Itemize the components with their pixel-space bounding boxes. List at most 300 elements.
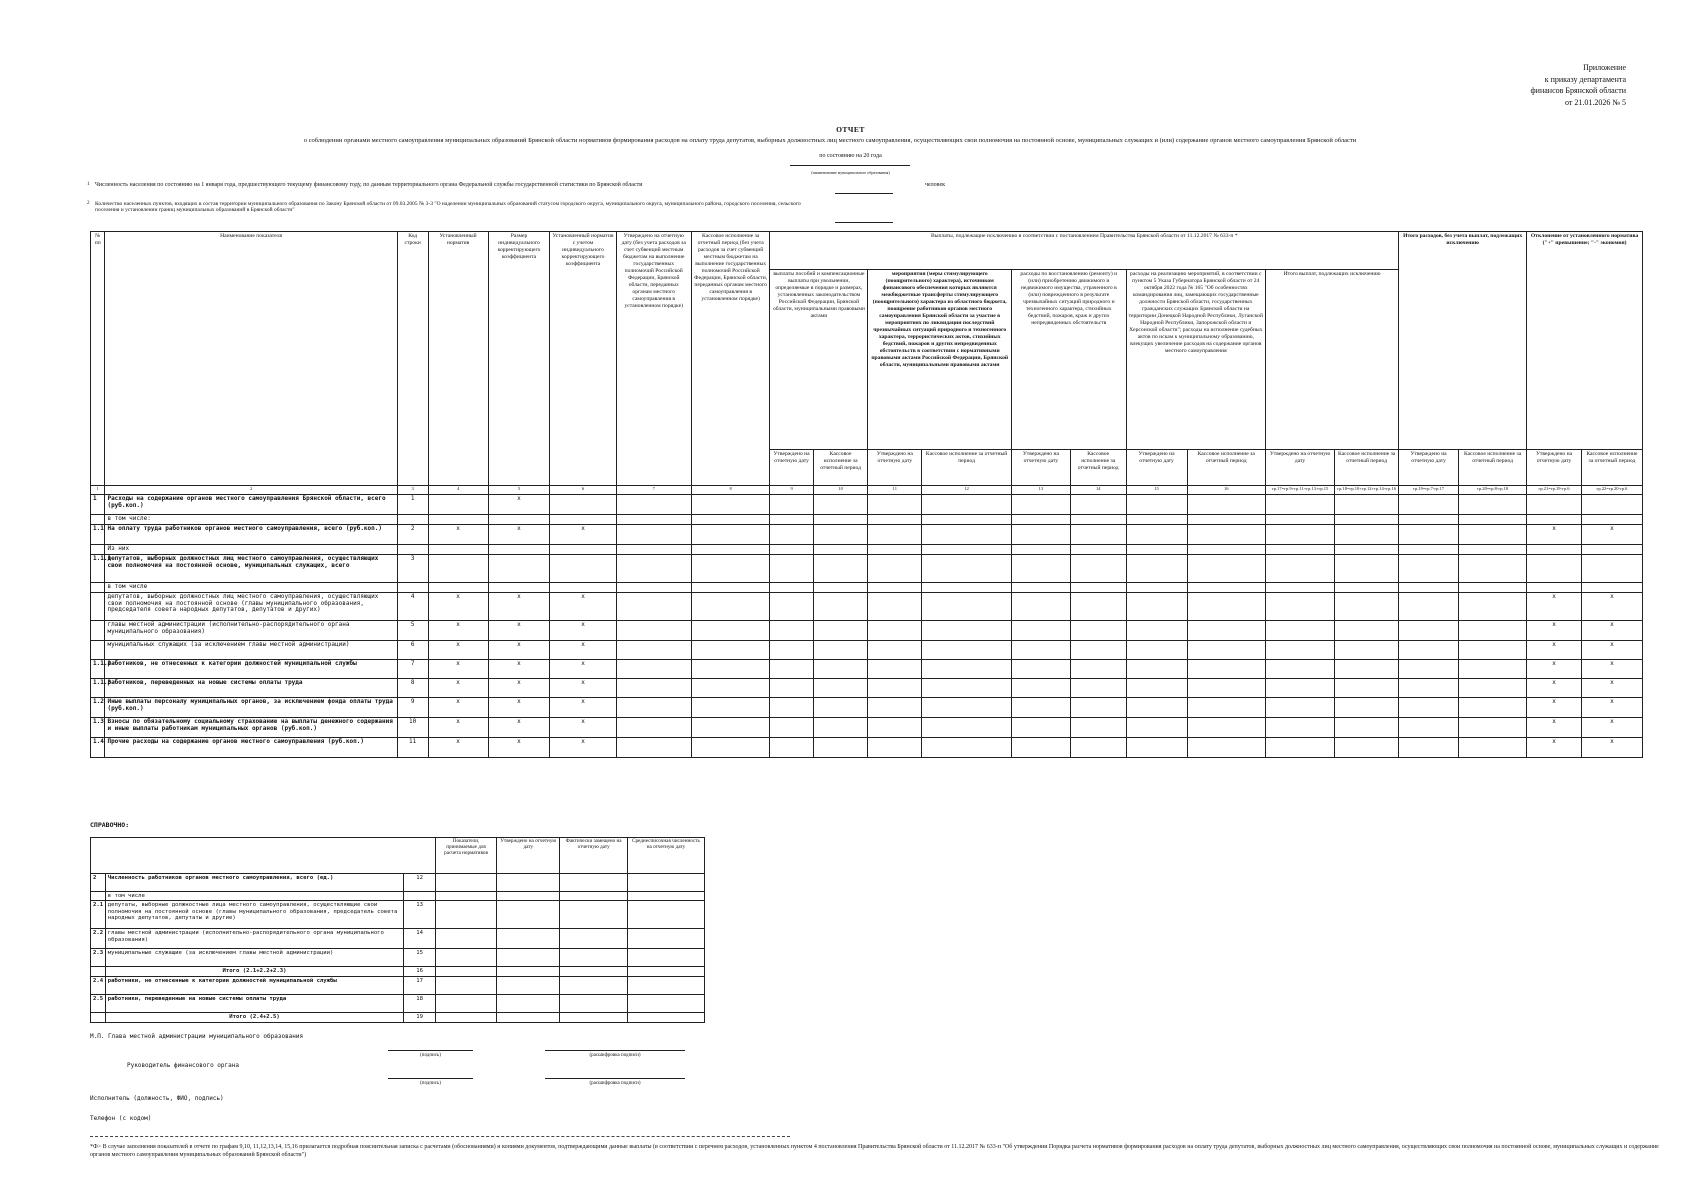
table-row bbox=[91, 678, 1643, 697]
data-cell[interactable] bbox=[1265, 697, 1334, 717]
data-cell[interactable] bbox=[922, 554, 1012, 582]
ref-data-cell[interactable] bbox=[560, 949, 628, 967]
data-cell[interactable] bbox=[1126, 495, 1187, 515]
data-cell[interactable] bbox=[616, 737, 691, 757]
data-cell[interactable] bbox=[1265, 717, 1334, 737]
report-date: по состоянию на 20 года bbox=[819, 153, 882, 159]
population-line bbox=[835, 193, 893, 194]
data-cell[interactable] bbox=[488, 554, 550, 582]
data-cell[interactable] bbox=[770, 495, 813, 515]
data-cell[interactable] bbox=[616, 582, 691, 592]
ref-data-cell[interactable] bbox=[627, 1013, 704, 1023]
data-cell[interactable] bbox=[1265, 640, 1334, 659]
data-cell[interactable] bbox=[1070, 554, 1126, 582]
data-cell[interactable] bbox=[868, 678, 922, 697]
data-cell[interactable] bbox=[1187, 495, 1265, 515]
data-cell[interactable] bbox=[1126, 554, 1187, 582]
data-cell[interactable] bbox=[1070, 524, 1126, 544]
data-cell[interactable] bbox=[1459, 524, 1527, 544]
data-cell[interactable] bbox=[1335, 640, 1399, 659]
data-cell[interactable] bbox=[770, 697, 813, 717]
ref-data-cell[interactable] bbox=[560, 892, 628, 901]
data-cell[interactable] bbox=[1459, 592, 1527, 620]
data-cell[interactable] bbox=[1581, 515, 1642, 525]
data-cell[interactable] bbox=[1011, 544, 1070, 554]
data-cell[interactable] bbox=[616, 659, 691, 678]
data-cell[interactable] bbox=[550, 544, 616, 554]
data-cell[interactable] bbox=[770, 524, 813, 544]
data-cell[interactable] bbox=[616, 515, 691, 525]
data-cell[interactable] bbox=[1527, 582, 1582, 592]
data-cell[interactable] bbox=[1187, 582, 1265, 592]
data-cell[interactable] bbox=[691, 737, 769, 757]
col-number-9: 9 bbox=[770, 486, 813, 495]
data-cell[interactable] bbox=[1070, 544, 1126, 554]
col-number-7: 7 bbox=[616, 486, 691, 495]
data-cell[interactable] bbox=[1265, 678, 1334, 697]
population-note bbox=[87, 182, 946, 189]
sub-cash-22: Кассовое исполнение за отчетный период bbox=[1581, 450, 1642, 486]
data-cell[interactable] bbox=[922, 544, 1012, 554]
row-code bbox=[397, 582, 428, 592]
ref-data-cell[interactable] bbox=[435, 949, 496, 967]
data-cell[interactable] bbox=[1011, 717, 1070, 737]
ref-data-cell[interactable] bbox=[560, 874, 628, 892]
data-cell[interactable] bbox=[813, 620, 868, 640]
data-cell[interactable] bbox=[868, 495, 922, 515]
col-number-2: 2 bbox=[105, 486, 397, 495]
data-cell[interactable] bbox=[1459, 620, 1527, 640]
data-cell[interactable] bbox=[1265, 524, 1334, 544]
data-cell[interactable] bbox=[813, 554, 868, 582]
data-cell[interactable] bbox=[1265, 495, 1334, 515]
data-cell[interactable] bbox=[691, 515, 769, 525]
ref-data-cell[interactable] bbox=[435, 892, 496, 901]
data-cell[interactable] bbox=[1011, 592, 1070, 620]
data-cell[interactable] bbox=[1070, 640, 1126, 659]
ref-data-cell[interactable] bbox=[435, 967, 496, 977]
data-cell[interactable] bbox=[1011, 697, 1070, 717]
ref-data-cell[interactable] bbox=[560, 901, 628, 929]
not-applicable-mark: x bbox=[488, 640, 550, 659]
ref-data-cell[interactable] bbox=[627, 892, 704, 901]
ref-data-cell[interactable] bbox=[497, 892, 560, 901]
data-cell[interactable] bbox=[1187, 717, 1265, 737]
data-cell[interactable] bbox=[1187, 659, 1265, 678]
data-cell[interactable] bbox=[1187, 515, 1265, 525]
data-cell[interactable] bbox=[1187, 544, 1265, 554]
data-cell[interactable] bbox=[616, 554, 691, 582]
data-cell[interactable] bbox=[770, 592, 813, 620]
data-cell[interactable] bbox=[1581, 554, 1642, 582]
not-applicable-mark: x bbox=[1581, 524, 1642, 544]
data-cell[interactable] bbox=[1459, 554, 1527, 582]
data-cell[interactable] bbox=[1126, 592, 1187, 620]
data-cell[interactable] bbox=[1265, 515, 1334, 525]
data-cell[interactable] bbox=[1011, 620, 1070, 640]
not-applicable-mark: x bbox=[488, 697, 550, 717]
data-cell[interactable] bbox=[1459, 678, 1527, 697]
data-cell[interactable] bbox=[1399, 495, 1459, 515]
not-applicable-mark: x bbox=[550, 524, 616, 544]
not-applicable-mark: x bbox=[428, 697, 488, 717]
data-cell[interactable] bbox=[428, 515, 488, 525]
data-cell[interactable] bbox=[813, 640, 868, 659]
data-cell[interactable] bbox=[1399, 620, 1459, 640]
data-cell[interactable] bbox=[1581, 495, 1642, 515]
data-cell[interactable] bbox=[616, 620, 691, 640]
data-cell[interactable] bbox=[1126, 544, 1187, 554]
data-cell[interactable] bbox=[1126, 659, 1187, 678]
data-cell[interactable] bbox=[868, 524, 922, 544]
data-cell[interactable] bbox=[1070, 495, 1126, 515]
data-cell[interactable] bbox=[1126, 524, 1187, 544]
data-cell[interactable] bbox=[770, 620, 813, 640]
data-cell[interactable] bbox=[1187, 554, 1265, 582]
data-cell[interactable] bbox=[1399, 678, 1459, 697]
row-label: в том числе: bbox=[105, 515, 397, 525]
data-cell[interactable] bbox=[770, 717, 813, 737]
ref-data-cell[interactable] bbox=[627, 949, 704, 967]
data-cell[interactable] bbox=[1187, 524, 1265, 544]
ref-data-cell[interactable] bbox=[627, 929, 704, 949]
ref-data-cell[interactable] bbox=[497, 874, 560, 892]
data-cell[interactable] bbox=[428, 554, 488, 582]
ref-data-cell[interactable] bbox=[497, 977, 560, 995]
data-cell[interactable] bbox=[691, 495, 769, 515]
data-cell[interactable] bbox=[691, 544, 769, 554]
data-cell[interactable] bbox=[1335, 678, 1399, 697]
ref-data-cell[interactable] bbox=[497, 1013, 560, 1023]
data-cell[interactable] bbox=[691, 717, 769, 737]
data-cell[interactable] bbox=[1335, 620, 1399, 640]
data-cell[interactable] bbox=[550, 515, 616, 525]
data-cell[interactable] bbox=[616, 678, 691, 697]
row-label: главы местной администрации (исполнительно-распорядительного органа муниципального образования) bbox=[105, 620, 397, 640]
data-cell[interactable] bbox=[922, 582, 1012, 592]
not-applicable-mark: x bbox=[550, 592, 616, 620]
data-cell[interactable] bbox=[868, 582, 922, 592]
data-cell[interactable] bbox=[868, 592, 922, 620]
col-number-16: 16 bbox=[1187, 486, 1265, 495]
data-cell[interactable] bbox=[1399, 737, 1459, 757]
data-cell[interactable] bbox=[1187, 697, 1265, 717]
data-cell[interactable] bbox=[1011, 737, 1070, 757]
data-cell[interactable] bbox=[1265, 582, 1334, 592]
data-cell[interactable] bbox=[868, 659, 922, 678]
ref-data-cell[interactable] bbox=[435, 977, 496, 995]
data-cell[interactable] bbox=[1399, 697, 1459, 717]
data-cell[interactable] bbox=[770, 544, 813, 554]
data-cell[interactable] bbox=[1265, 659, 1334, 678]
ref-data-cell[interactable] bbox=[435, 874, 496, 892]
data-cell[interactable] bbox=[1399, 544, 1459, 554]
data-cell[interactable] bbox=[1399, 592, 1459, 620]
data-cell[interactable] bbox=[868, 697, 922, 717]
data-cell[interactable] bbox=[1126, 640, 1187, 659]
data-cell[interactable] bbox=[1335, 737, 1399, 757]
footnote-separator bbox=[90, 1136, 790, 1137]
data-cell[interactable] bbox=[868, 554, 922, 582]
data-cell[interactable] bbox=[770, 554, 813, 582]
ref-data-cell[interactable] bbox=[627, 995, 704, 1013]
data-cell[interactable] bbox=[1126, 697, 1187, 717]
data-cell[interactable] bbox=[1459, 544, 1527, 554]
data-cell[interactable] bbox=[1126, 717, 1187, 737]
row-label: депутатов, выборных должностных лиц местного самоуправления, осуществляющих свои полномочия на постоянной основе, муниципальных служащих, всего bbox=[105, 554, 397, 582]
data-cell[interactable] bbox=[868, 620, 922, 640]
ref-data-cell[interactable] bbox=[560, 967, 628, 977]
data-cell[interactable] bbox=[1459, 640, 1527, 659]
settlements-note bbox=[87, 201, 815, 214]
data-cell[interactable] bbox=[1011, 659, 1070, 678]
data-cell[interactable] bbox=[813, 737, 868, 757]
ref-data-cell[interactable] bbox=[497, 901, 560, 929]
data-cell[interactable] bbox=[616, 524, 691, 544]
data-cell[interactable] bbox=[1070, 697, 1126, 717]
data-cell[interactable] bbox=[1399, 515, 1459, 525]
row-label: муниципальных служащих (за исключением главы местной администрации) bbox=[105, 640, 397, 659]
data-cell[interactable] bbox=[922, 678, 1012, 697]
data-cell[interactable] bbox=[1459, 737, 1527, 757]
data-cell[interactable] bbox=[1011, 678, 1070, 697]
data-cell[interactable] bbox=[922, 620, 1012, 640]
data-cell[interactable] bbox=[1459, 495, 1527, 515]
ref-row-label: главы местной администрации (исполнительно-распорядительного органа муниципального образования) bbox=[105, 929, 404, 949]
data-cell[interactable] bbox=[1581, 582, 1642, 592]
data-cell[interactable] bbox=[868, 717, 922, 737]
data-cell[interactable] bbox=[1265, 554, 1334, 582]
data-cell[interactable] bbox=[691, 524, 769, 544]
data-cell[interactable] bbox=[1527, 515, 1582, 525]
col-number-21: гр.21=гр.19-гр.6 bbox=[1527, 486, 1582, 495]
data-cell[interactable] bbox=[1335, 515, 1399, 525]
col-number-6: 6 bbox=[550, 486, 616, 495]
data-cell[interactable] bbox=[691, 554, 769, 582]
data-cell[interactable] bbox=[813, 697, 868, 717]
ref-data-cell[interactable] bbox=[627, 977, 704, 995]
data-cell[interactable] bbox=[488, 544, 550, 554]
ref-data-cell[interactable] bbox=[497, 967, 560, 977]
data-cell[interactable] bbox=[813, 515, 868, 525]
data-cell[interactable] bbox=[1070, 592, 1126, 620]
data-cell[interactable] bbox=[616, 592, 691, 620]
col-name-header: Наименование показателя bbox=[105, 232, 397, 486]
data-cell[interactable] bbox=[813, 678, 868, 697]
data-cell[interactable] bbox=[1527, 544, 1582, 554]
data-cell[interactable] bbox=[428, 544, 488, 554]
data-cell[interactable] bbox=[1070, 737, 1126, 757]
data-cell[interactable] bbox=[868, 640, 922, 659]
ref-data-cell[interactable] bbox=[627, 967, 704, 977]
data-cell[interactable] bbox=[1581, 544, 1642, 554]
reference-row bbox=[91, 874, 705, 892]
data-cell[interactable] bbox=[550, 495, 616, 515]
data-cell[interactable] bbox=[922, 524, 1012, 544]
ref-data-cell[interactable] bbox=[435, 995, 496, 1013]
col-number-5: 5 bbox=[488, 486, 550, 495]
ref-data-cell[interactable] bbox=[435, 1013, 496, 1023]
data-cell[interactable] bbox=[1265, 592, 1334, 620]
data-cell[interactable] bbox=[1335, 544, 1399, 554]
data-cell[interactable] bbox=[1265, 620, 1334, 640]
data-cell[interactable] bbox=[1187, 620, 1265, 640]
data-cell[interactable] bbox=[770, 515, 813, 525]
data-cell[interactable] bbox=[691, 582, 769, 592]
data-cell[interactable] bbox=[813, 524, 868, 544]
data-cell[interactable] bbox=[1011, 515, 1070, 525]
ref-data-cell[interactable] bbox=[627, 874, 704, 892]
ref-data-cell[interactable] bbox=[497, 949, 560, 967]
data-cell[interactable] bbox=[550, 554, 616, 582]
data-cell[interactable] bbox=[691, 592, 769, 620]
data-cell[interactable] bbox=[1070, 582, 1126, 592]
data-cell[interactable] bbox=[616, 717, 691, 737]
data-cell[interactable] bbox=[550, 582, 616, 592]
data-cell[interactable] bbox=[691, 659, 769, 678]
data-cell[interactable] bbox=[616, 544, 691, 554]
data-cell[interactable] bbox=[1070, 515, 1126, 525]
col-number-15: 15 bbox=[1126, 486, 1187, 495]
data-cell[interactable] bbox=[1070, 717, 1126, 737]
data-cell[interactable] bbox=[616, 697, 691, 717]
data-cell[interactable] bbox=[1399, 554, 1459, 582]
data-cell[interactable] bbox=[1335, 554, 1399, 582]
ref-data-cell[interactable] bbox=[560, 929, 628, 949]
data-cell[interactable] bbox=[488, 515, 550, 525]
data-cell[interactable] bbox=[1126, 515, 1187, 525]
data-cell[interactable] bbox=[1459, 659, 1527, 678]
not-applicable-mark: x bbox=[550, 697, 616, 717]
data-cell[interactable] bbox=[1070, 620, 1126, 640]
ref-data-cell[interactable] bbox=[497, 995, 560, 1013]
not-applicable-mark: x bbox=[1527, 697, 1582, 717]
data-cell[interactable] bbox=[813, 717, 868, 737]
data-cell[interactable] bbox=[1265, 544, 1334, 554]
data-cell[interactable] bbox=[1126, 737, 1187, 757]
data-cell[interactable] bbox=[922, 592, 1012, 620]
data-cell[interactable] bbox=[770, 582, 813, 592]
data-cell[interactable] bbox=[922, 640, 1012, 659]
data-cell[interactable] bbox=[813, 495, 868, 515]
data-cell[interactable] bbox=[1527, 554, 1582, 582]
not-applicable-mark: x bbox=[428, 620, 488, 640]
data-cell[interactable] bbox=[868, 737, 922, 757]
data-cell[interactable] bbox=[1011, 640, 1070, 659]
data-cell[interactable] bbox=[691, 678, 769, 697]
data-cell[interactable] bbox=[1187, 640, 1265, 659]
data-cell[interactable] bbox=[1335, 582, 1399, 592]
data-cell[interactable] bbox=[1011, 495, 1070, 515]
data-cell[interactable] bbox=[1399, 582, 1459, 592]
main-table-body bbox=[91, 495, 1643, 758]
data-cell[interactable] bbox=[691, 620, 769, 640]
data-cell[interactable] bbox=[1335, 524, 1399, 544]
data-cell[interactable] bbox=[616, 640, 691, 659]
data-cell[interactable] bbox=[922, 659, 1012, 678]
col-number-18: гр.18=гр.10+гр.12+гр.14+гр.16 bbox=[1335, 486, 1399, 495]
data-cell[interactable] bbox=[1335, 592, 1399, 620]
data-cell[interactable] bbox=[1070, 678, 1126, 697]
data-cell[interactable] bbox=[1187, 737, 1265, 757]
not-applicable-mark: x bbox=[488, 495, 550, 515]
data-cell[interactable] bbox=[813, 582, 868, 592]
sub-cash-16: Кассовое исполнение за отчетный период bbox=[1187, 450, 1265, 486]
data-cell[interactable] bbox=[813, 544, 868, 554]
data-cell[interactable] bbox=[770, 659, 813, 678]
data-cell[interactable] bbox=[1070, 659, 1126, 678]
data-cell[interactable] bbox=[1459, 697, 1527, 717]
data-cell[interactable] bbox=[691, 697, 769, 717]
data-cell[interactable] bbox=[868, 544, 922, 554]
data-cell[interactable] bbox=[428, 582, 488, 592]
data-cell[interactable] bbox=[922, 717, 1012, 737]
data-cell[interactable] bbox=[1011, 554, 1070, 582]
data-cell[interactable] bbox=[770, 640, 813, 659]
data-cell[interactable] bbox=[488, 582, 550, 592]
col-number-20: гр.20=гр.8-гр.18 bbox=[1459, 486, 1527, 495]
data-cell[interactable] bbox=[1399, 659, 1459, 678]
data-cell[interactable] bbox=[813, 659, 868, 678]
data-cell[interactable] bbox=[770, 678, 813, 697]
data-cell[interactable] bbox=[1527, 495, 1582, 515]
ref-data-cell[interactable] bbox=[560, 995, 628, 1013]
data-cell[interactable] bbox=[1335, 659, 1399, 678]
data-cell[interactable] bbox=[1126, 582, 1187, 592]
data-cell[interactable] bbox=[1265, 737, 1334, 757]
data-cell[interactable] bbox=[1459, 582, 1527, 592]
data-cell[interactable] bbox=[1187, 678, 1265, 697]
data-cell[interactable] bbox=[922, 495, 1012, 515]
data-cell[interactable] bbox=[428, 495, 488, 515]
ref-row-label: муниципальные служащие (за исключением главы местной администрации) bbox=[105, 949, 404, 967]
data-cell[interactable] bbox=[813, 592, 868, 620]
data-cell[interactable] bbox=[1459, 717, 1527, 737]
ref-row-label: Итого (2.4+2.5) bbox=[105, 1013, 404, 1023]
data-cell[interactable] bbox=[1399, 717, 1459, 737]
data-cell[interactable] bbox=[1126, 678, 1187, 697]
data-cell[interactable] bbox=[922, 515, 1012, 525]
ref-data-cell[interactable] bbox=[627, 901, 704, 929]
settlements-line bbox=[835, 222, 893, 223]
data-cell[interactable] bbox=[1335, 717, 1399, 737]
ref-data-cell[interactable] bbox=[435, 929, 496, 949]
data-cell[interactable] bbox=[1126, 620, 1187, 640]
ref-data-cell[interactable] bbox=[497, 929, 560, 949]
ref-row-number: 2.3 bbox=[91, 949, 106, 967]
data-cell[interactable] bbox=[1011, 524, 1070, 544]
data-cell[interactable] bbox=[1399, 640, 1459, 659]
data-cell[interactable] bbox=[1011, 582, 1070, 592]
ref-data-cell[interactable] bbox=[560, 977, 628, 995]
ref-data-cell[interactable] bbox=[435, 901, 496, 929]
ref-row-label: депутаты, выборные должностные лица местного самоуправления, осуществляющие свои полномочия на постоянной основе (главы муниципального образования, председатель совета народных депутатов, депутаты и другие) bbox=[105, 901, 404, 929]
ref-row-number bbox=[91, 1013, 106, 1023]
data-cell[interactable] bbox=[770, 737, 813, 757]
data-cell[interactable] bbox=[922, 697, 1012, 717]
data-cell[interactable] bbox=[1335, 697, 1399, 717]
data-cell[interactable] bbox=[691, 640, 769, 659]
data-cell[interactable] bbox=[1459, 515, 1527, 525]
sub-approved-19: Утверждено на отчетную дату bbox=[1399, 450, 1459, 486]
data-cell[interactable] bbox=[1187, 592, 1265, 620]
data-cell[interactable] bbox=[868, 515, 922, 525]
data-cell[interactable] bbox=[616, 495, 691, 515]
data-cell[interactable] bbox=[922, 737, 1012, 757]
data-cell[interactable] bbox=[1399, 524, 1459, 544]
ref-data-cell[interactable] bbox=[560, 1013, 628, 1023]
data-cell[interactable] bbox=[1335, 495, 1399, 515]
